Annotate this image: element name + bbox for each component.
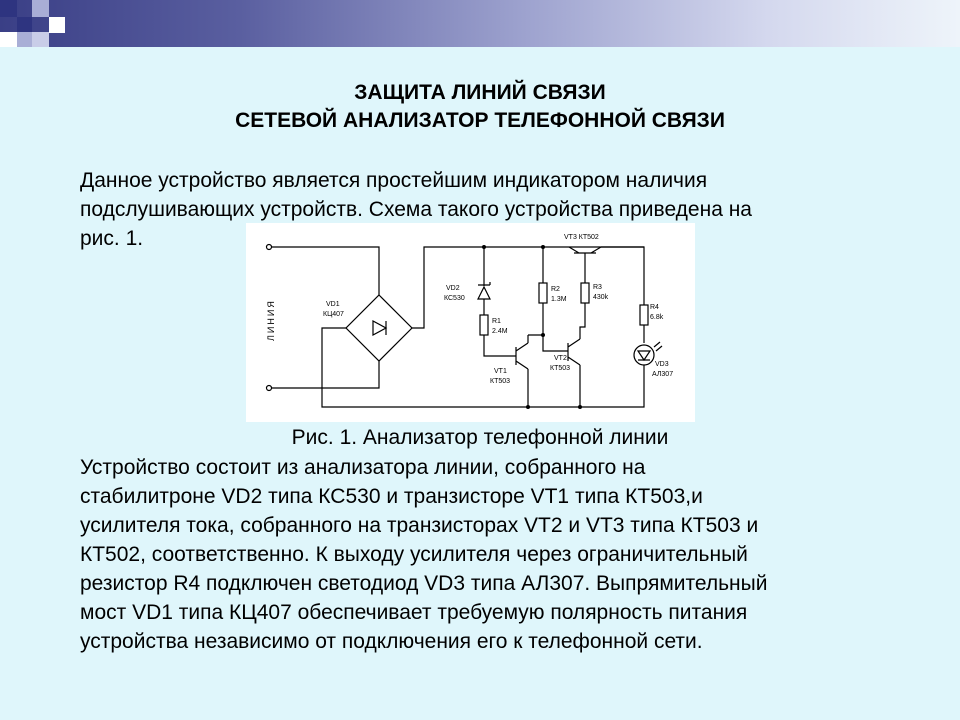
resistor-r2	[539, 283, 547, 303]
circuit-diagram	[246, 223, 695, 422]
terminal-bottom	[267, 386, 272, 391]
body-line: устройства независимо от подключения его к телефонной сети.	[80, 630, 703, 653]
led-vd3	[634, 345, 654, 365]
deco-square	[32, 0, 49, 17]
bridge-diode-symbol	[373, 321, 386, 335]
deco-square	[17, 32, 32, 47]
intro-line: рис. 1.	[80, 227, 144, 250]
transistor-vt2	[568, 339, 580, 365]
transistor-vt3	[569, 247, 601, 253]
label-r1: R1	[492, 318, 501, 325]
label-r4-value: 6.8k	[650, 314, 664, 321]
intro-line: Данное устройство является простейшим индикатором наличия	[80, 169, 708, 192]
wire-r2-node	[528, 303, 568, 351]
deco-square	[17, 17, 32, 32]
slide-subtitle: СЕТЕВОЙ АНАЛИЗАТОР ТЕЛЕФОННОЙ СВЯЗИ	[235, 109, 725, 132]
zener-vd2	[478, 282, 490, 299]
label-line: ЛИНИЯ	[266, 299, 276, 341]
label-vd2-type: КС530	[444, 295, 465, 302]
label-vt3: VT3 КТ502	[564, 234, 599, 241]
led-rays	[654, 342, 662, 351]
label-vt1: VT1	[494, 368, 507, 375]
resistor-r1	[480, 315, 488, 335]
intro-line: подслушивающих устройств. Схема такого устройства приведена на	[80, 198, 752, 221]
wire-r3-vt2	[580, 303, 585, 339]
resistor-r4	[640, 305, 648, 325]
label-vd3: VD3	[655, 361, 669, 368]
junction-dot	[526, 405, 530, 409]
wire-line-top	[272, 247, 379, 295]
deco-square	[0, 0, 17, 17]
bridge-vd1	[346, 295, 412, 361]
junction-dot	[578, 405, 582, 409]
body-line: мост VD1 типа КЦ407 обеспечивает требуемую полярность питания	[80, 601, 748, 624]
header-gradient-bar	[0, 0, 960, 47]
wire-bridge-minus	[322, 328, 644, 407]
deco-square	[0, 32, 17, 47]
label-r3-value: 430k	[593, 294, 609, 301]
transistor-vt1	[516, 343, 528, 369]
label-r4: R4	[650, 304, 659, 311]
body-line: стабилитроне VD2 типа КС530 и транзисторе VT1 типа КТ503,и	[80, 485, 703, 508]
label-vd2: VD2	[446, 285, 460, 292]
body-line: резистор R4 подключен светодиод VD3 типа АЛ307. Выпрямительный	[80, 572, 768, 595]
wire-line-bottom	[272, 361, 379, 388]
terminal-top	[267, 245, 272, 250]
junction-dot	[541, 333, 545, 337]
deco-square	[49, 17, 65, 33]
label-r2: R2	[551, 286, 560, 293]
label-vt2-type: КТ503	[550, 365, 571, 372]
figure-caption: Рис. 1. Анализатор телефонной линии	[291, 426, 669, 449]
led-symbol	[638, 351, 650, 360]
resistor-r3	[581, 283, 589, 303]
junction-dot	[541, 245, 545, 249]
label-r1-value: 2.4M	[492, 328, 508, 335]
body-line: усилителя тока, собранного на транзисторах VT2 и VT3 типа КТ503 и	[80, 514, 759, 537]
label-vt2: VT2	[554, 355, 567, 362]
wire-r1-vt1	[484, 335, 516, 356]
slide-title: ЗАЩИТА ЛИНИЙ СВЯЗИ	[354, 81, 606, 104]
label-r2-value: 1.3M	[551, 296, 567, 303]
body-line: КТ502, соответственно. К выходу усилителя через ограничительный	[80, 543, 748, 566]
body-paragraph	[80, 453, 900, 656]
deco-square	[32, 32, 49, 47]
body-line: Устройство состоит из анализатора линии, собранного на	[80, 456, 646, 479]
circuit-figure	[246, 223, 695, 422]
label-r3: R3	[593, 284, 602, 291]
label-vd3-type: АЛ307	[652, 371, 674, 378]
junction-dot	[482, 245, 486, 249]
label-vt1-type: КТ503	[490, 378, 511, 385]
label-vd1-type: КЦ407	[323, 311, 344, 318]
label-vd1: VD1	[326, 301, 340, 308]
